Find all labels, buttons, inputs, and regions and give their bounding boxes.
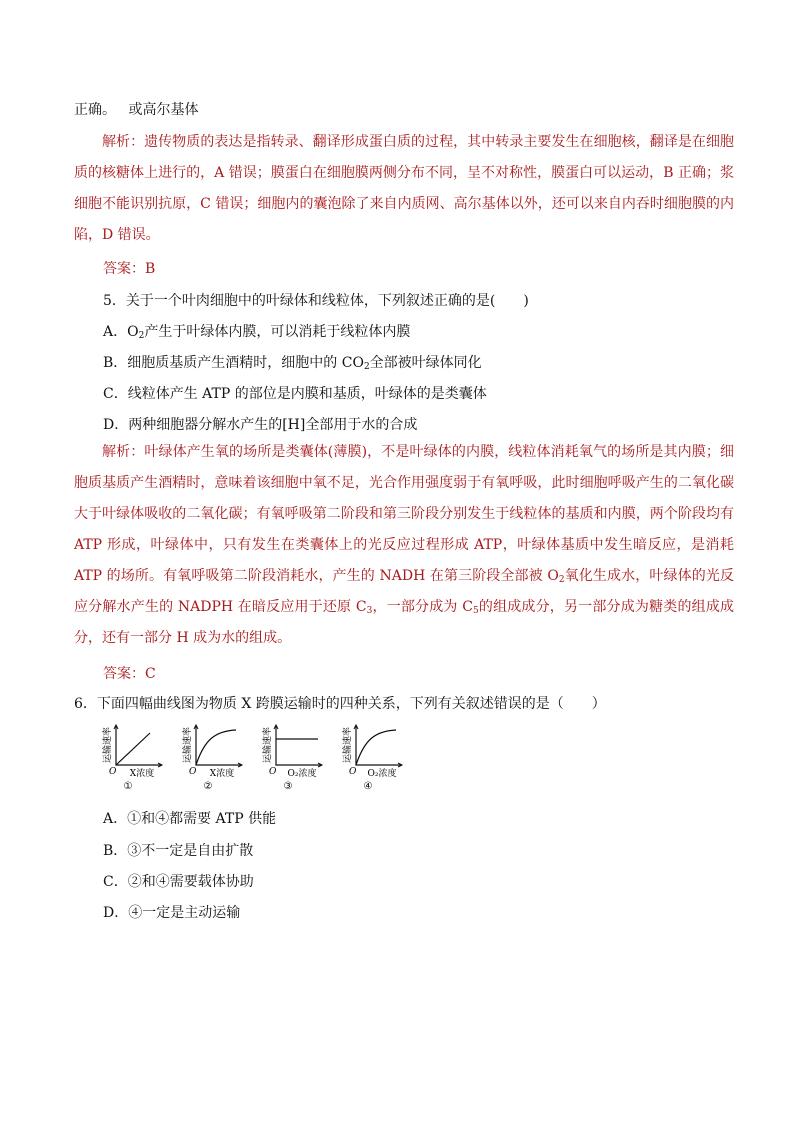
graph-4-xlabel: O₂浓度 — [367, 769, 397, 779]
q5-stem: 5．关于一个叶肉细胞中的叶绿体和线粒体，下列叙述正确的是( ) — [103, 293, 529, 309]
q5-analysis-3: ，一部分成为 C — [372, 599, 473, 615]
q5-option-b-sub: 2 — [363, 362, 370, 372]
q6-option-c: C．②和④需要载体协助 — [103, 874, 254, 890]
graph-4-ylabel: 运输速率 — [343, 726, 353, 764]
top-fragment — [74, 100, 198, 120]
graph-3-xlabel: O₂浓度 — [287, 769, 317, 779]
q5-analysis-sub-1: 2 — [558, 575, 565, 585]
q5-option-d: D．两种细胞器分解水产生的[H]全部用于水的合成 — [103, 417, 418, 433]
graph-4-caption: ④ — [363, 781, 373, 792]
q6-option-b: B．③不一定是自由扩散 — [103, 843, 254, 859]
q6-graphs-svg — [100, 717, 420, 797]
q5-option-c: C．线粒体产生 ATP 的部位是内膜和基质，叶绿体的是类囊体 — [103, 386, 487, 402]
graph-2-xlabel: X浓度 — [209, 769, 235, 779]
q5-analysis-4: 的组成成分，另一部分成为糖类的组成成分，还有一部分 H 成为水的组成。 — [74, 599, 735, 646]
graph-3 — [261, 725, 322, 792]
q5-answer: 答案：C — [103, 666, 156, 682]
q4-analysis: 解析：遗传物质的表达是指转录、翻译形成蛋白质的过程，其中转录主要发生在细胞核，翻译是在细胞质的核糖体上进行的，A 错误；膜蛋白在细胞膜两侧分布不同，呈不对称性，膜蛋白可以运动，B 正确；浆细胞不能识别抗原，C 错误；细胞内的囊泡除了来自内质网、高尔基体以外，还可以来自内吞时细胞膜的内陷，D 错误。 — [74, 134, 734, 243]
graph-3-origin: O — [269, 767, 277, 777]
graph-4-curve — [356, 730, 396, 765]
graph-4-axes — [356, 725, 402, 765]
graph-1 — [101, 725, 162, 792]
q5-analysis-sub-3: 5 — [472, 606, 479, 616]
q6-option-a: A．①和④都需要 ATP 供能 — [103, 811, 277, 827]
q5-option-b-pre: B．细胞质基质产生酒精时，细胞中的 CO — [103, 355, 364, 371]
graph-2-caption: ② — [203, 781, 213, 792]
graph-1-xlabel: X浓度 — [129, 769, 155, 779]
q5-option-a-pre: A．O — [103, 324, 139, 340]
fragment-part-1: 正确。 — [74, 102, 116, 118]
graph-2-axes — [196, 725, 242, 765]
q5-option-b-post: 全部被叶绿体同化 — [369, 355, 482, 371]
q6-graphs — [100, 717, 420, 797]
graph-2-origin: O — [189, 767, 197, 777]
fragment-part-2: 或高尔基体 — [128, 102, 199, 118]
graph-2-ylabel: 运输速率 — [183, 726, 193, 764]
q5-analysis-1: 解析：叶绿体产生氧的场所是类囊体(薄膜)，不是叶绿体的内膜，线粒体消耗氧气的场所是其内膜；细胞质基质产生酒精时，意味着该细胞中氧不足，光合作用强度弱于有氧呼吸，此时细胞呼吸产生的二氧化碳大于叶绿体吸收的二氧化碳；有氧呼吸第二阶段和第三阶段分别发生于线粒体的基质和内膜，两个阶段均有 ATP 形成，叶绿体中，只有发生在类囊体上的光反应过程形成 ATP，叶绿体基质中发生暗反应，是消耗 ATP 的场所。有氧呼吸第二阶段消耗水，产生的 NADH 在第三阶段全部被 O — [74, 444, 734, 584]
graph-1-origin: O — [109, 767, 117, 777]
q5-option-a — [103, 322, 410, 342]
q5-analysis-sub-2: 3 — [366, 606, 373, 616]
q5-option-a-post: 产生于叶绿体内膜，可以消耗于线粒体内膜 — [144, 324, 411, 340]
graph-4-origin: O — [349, 767, 357, 777]
q4-answer: 答案：B — [103, 261, 156, 277]
q5-option-a-sub: 2 — [138, 331, 145, 341]
q6-stem: 6．下面四幅曲线图为物质 X 跨膜运输时的四种关系，下列有关叙述错误的是（ ） — [74, 696, 606, 712]
q5-analysis-2: 氧化生成水，叶绿体的光反应分解水产生的 NADPH 在暗反应用于还原 C — [74, 568, 734, 615]
graph-4 — [341, 725, 402, 792]
graph-1-ylabel: 运输速率 — [103, 726, 113, 764]
graph-1-curve — [116, 733, 150, 765]
graph-2-curve — [196, 730, 236, 765]
graph-1-caption: ① — [123, 781, 133, 792]
graph-2 — [181, 725, 242, 792]
graph-3-ylabel: 运输速率 — [263, 726, 273, 764]
graph-3-axes — [276, 725, 322, 765]
q5-option-b — [103, 353, 482, 373]
graph-3-caption: ③ — [283, 781, 293, 792]
q5-analysis — [74, 437, 734, 654]
q6-option-d: D．④一定是主动运输 — [103, 905, 241, 921]
